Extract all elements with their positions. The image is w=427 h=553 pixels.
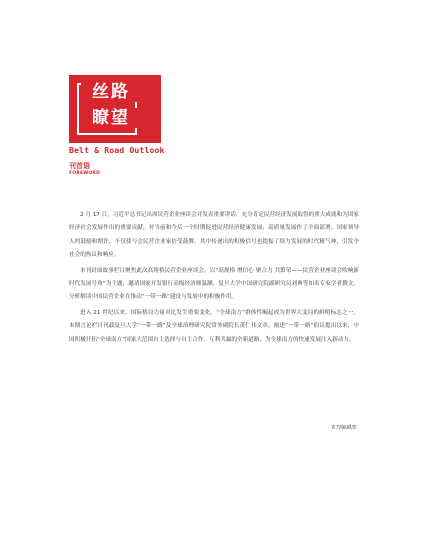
magazine-logo xyxy=(69,75,161,143)
paragraph: 进入 21 世纪以来，国际格局力量对比发生重要变化，“全球南方”群体性崛起成为世界大变局的鲜明标志之一。本期言论栏目刊载复旦大学“一带一路”及全球治理研究院常务副院长黄仁伟文章，阐述“一带一路”倡议提出以来，中国积极开拓“全球南方”国家大范围自主选择与自主合作、互利共赢的全新道路，为全球南方的快速发展注入新动力。 xyxy=(69,309,359,343)
logo-text-line1: 丝路 xyxy=(81,82,141,102)
foreword-body xyxy=(69,209,359,349)
editorial-signature: 本刊编辑部 xyxy=(330,425,356,431)
section-title-cn: 刊首语 xyxy=(69,162,90,170)
brand-english-name: Belt & Road Outlook xyxy=(69,145,165,155)
section-title-en: FOREWORD xyxy=(69,171,101,176)
paragraph: 2 月 17 日，习近平总书记出席民营企业座谈会并发表重要讲话，充分肯定民营经济发展取得的重大成就和为国家经济社会发展作出的重要贡献，对当前和今后一个时期促进民营经济健康发展、高质量发展作了全面部署。国家领导人的鼓励和期许，不仅使与会民营企业家倍受鼓舞，其中传递出的积极信号也提振了续力发展的时代精气神，引发全社会的热议和响应。 xyxy=(69,212,359,259)
paragraph: 本刊封面故事栏目聚焦此次高规格民营企业座谈会，以“高规格 增信心 聚合力 共繁荣——民营企业座谈会吹响新时代发展号角”为主题，邀请国家开发银行高级经济师温灏、复旦大学中国研究院副研究员刘典等知名专家学者撰文，分析解读中国民营企业在推动“一带一路”建设与发展中的积极作用。 xyxy=(69,267,359,301)
logo-text-line2: 瞭望 xyxy=(81,108,141,128)
